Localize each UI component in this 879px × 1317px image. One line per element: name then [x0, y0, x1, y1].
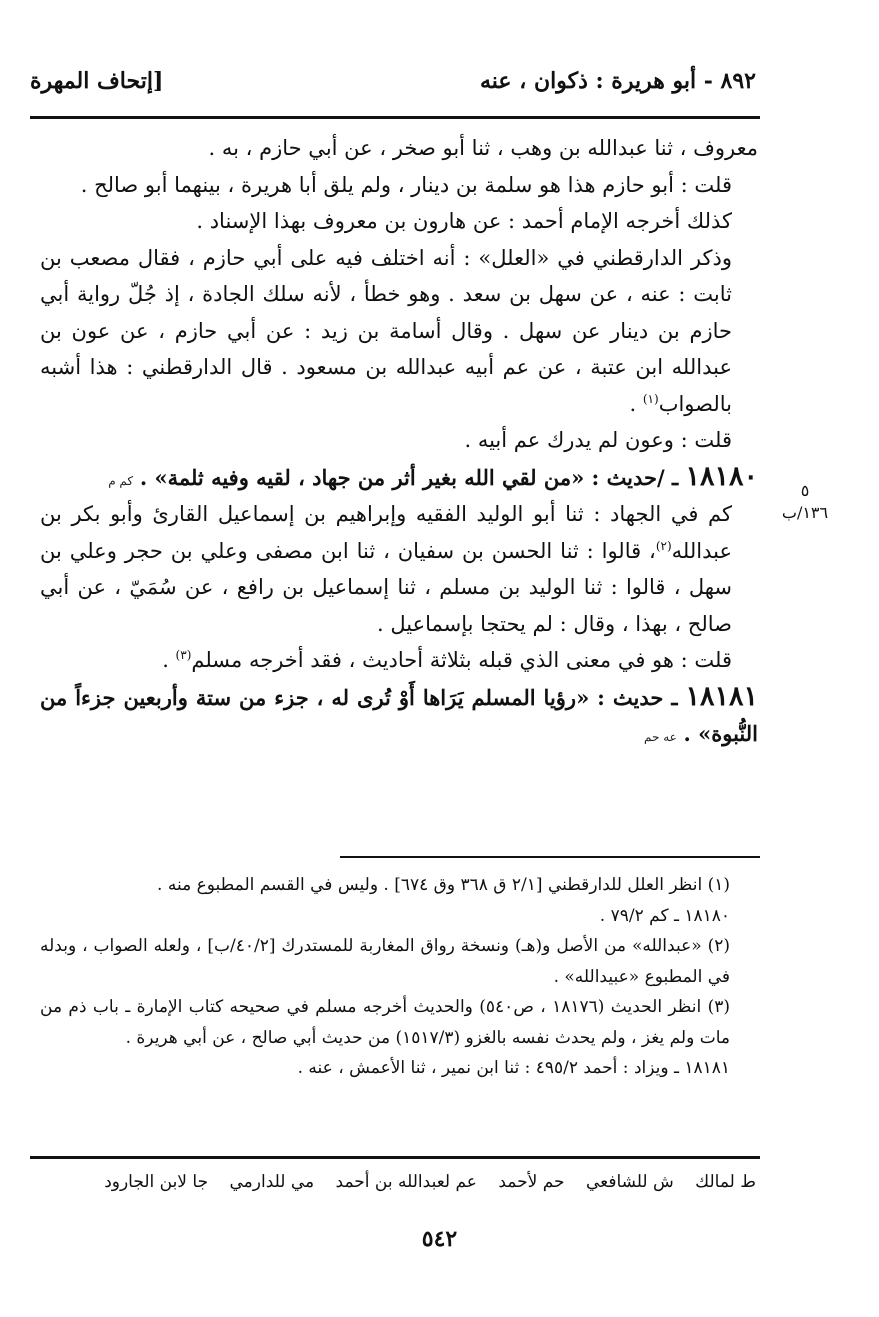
hadith-text: ـ /حديث : «من لقي الله بغير أثر من جهاد ، لقيه وفيه ثلمة» . [139, 464, 686, 490]
text-line: قلت : هو في معنى الذي قبله بثلاثة أحاديث ، فقد أخرجه مسلم$^{(٣)}$ . [162, 648, 732, 672]
footnote-rule [340, 856, 760, 858]
page-number: ٥٤٢ [421, 1226, 458, 1252]
text-paragraph: وذكر الدارقطني في «العلل» : أنه اختلف فيه على أبي حازم ، فقال مصعب بن ثابت : عنه ، عن سهل بن سعد . وهو خطأ ، لأنه سلك الجادة ، إذ جُلّ رواية أبي حازم بن دينار عن سهل . وقال أسامة بن زيد : عن أبي حازم ، عن عون بن عبدالله ابن عتبة ، عن عم أبيه عبدالله بن مسعود . قال الدارقطني : هذا أشبه بالصواب$^{(١)}$ . [40, 245, 732, 416]
margin-note [770, 480, 840, 524]
footnote-3-addendum: ١٨١٨١ ـ ويزاد : أحمد ٤٩٥/٢ : ثنا ابن نمير ، ثنا الأعمش ، عنه . [297, 1058, 730, 1078]
abbr-item: عم لعبدالله بن أحمد [335, 1172, 477, 1192]
hadith-heading [40, 459, 758, 497]
footnote-ref: (٣) [175, 648, 192, 662]
abbr-item: حم لأحمد [498, 1172, 565, 1192]
footnote-2: (٢) «عبدالله» من الأصل و(هـ) ونسخة رواق المغاربة للمستدرك [٤٠/٢/ب] ، ولعله الصواب ، وبدله في المطبوع «عبيدالله» . [40, 936, 730, 987]
abbreviations-key [40, 1168, 756, 1196]
footnote-3: (٣) انظر الحديث (١٨١٧٦ ، ص٥٤٠) والحديث أخرجه مسلم في صحيحه كتاب الإمارة ـ باب ذم من مات ولم يغز ، ولم يحدث نفسه بالغزو (١٥١٧/٣) من حديث أبي صالح ، عن أبي هريرة . [40, 997, 730, 1048]
hadith-number: ١٨١٨٠ [685, 460, 758, 492]
hadith-number: ١٨١٨١ [685, 680, 758, 712]
header-rule [30, 116, 760, 119]
hadith-text: ـ حديث : «رؤيا المسلم يَرَاها أَوْ تُرى له ، جزء من ستة وأربعين جزءاً من النُّبوة» . [40, 684, 758, 746]
book-title: [إتحاف المهرة [30, 68, 164, 94]
text-line: كذلك أخرجه الإمام أحمد : عن هارون بن معروف بهذا الإسناد . [196, 209, 732, 233]
footnote-1: (١) انظر العلل للدارقطني [٢/١ ق ٣٦٨ وق ٦٧٤] . وليس في القسم المطبوع منه . [157, 875, 730, 895]
running-header [30, 64, 756, 104]
chapter-title: ٨٩٢ - أبو هريرة : ذكوان ، عنه [479, 68, 756, 94]
footnote-1-addendum: ١٨١٨٠ ـ كم ٧٩/٢ . [599, 905, 730, 926]
text-line: معروف ، ثنا عبدالله بن وهب ، ثنا أبو صخر ، عن أبي حازم ، به . [208, 136, 758, 160]
footnotes [40, 870, 756, 1084]
source-symbol: كم م [108, 473, 134, 488]
source-symbol: عه حم [643, 730, 677, 744]
margin-star: ٥ [800, 481, 810, 500]
text-line: قلت : أبو حازم هذا هو سلمة بن دينار ، ولم يلق أبا هريرة ، بينهما أبو صالح . [80, 172, 732, 197]
main-text [40, 130, 758, 753]
abbr-item: ط لمالك [695, 1172, 756, 1192]
hadith-heading [40, 679, 758, 753]
abbr-item: جا لابن الجارود [104, 1172, 209, 1192]
abbreviations-rule [30, 1156, 760, 1159]
text-paragraph: كم في الجهاد : ثنا أبو الوليد الفقيه وإبراهيم بن إسماعيل القارئ وأبو بكر بن عبدالله$^{(٢)}$، قالوا : ثنا الحسن بن سفيان ، ثنا ابن مصفى وعلي بن حجر وعلي بن سهل ، قالوا : ثنا الوليد بن مسلم ، ثنا إسماعيل بن رافع ، عن سُمَيّ ، عن أبي صالح ، بهذا ، وقال : لم يحتجا بإسماعيل . [40, 502, 732, 636]
abbr-item: مي للدارمي [229, 1172, 315, 1192]
footnote-ref: (٢) [655, 538, 672, 553]
footnote-ref: (١) [642, 391, 659, 406]
manuscript-folio-ref: ١٣٦/ب [781, 503, 829, 522]
abbr-item: ش للشافعي [585, 1172, 674, 1192]
text-line: قلت : وعون لم يدرك عم أبيه . [464, 428, 732, 452]
